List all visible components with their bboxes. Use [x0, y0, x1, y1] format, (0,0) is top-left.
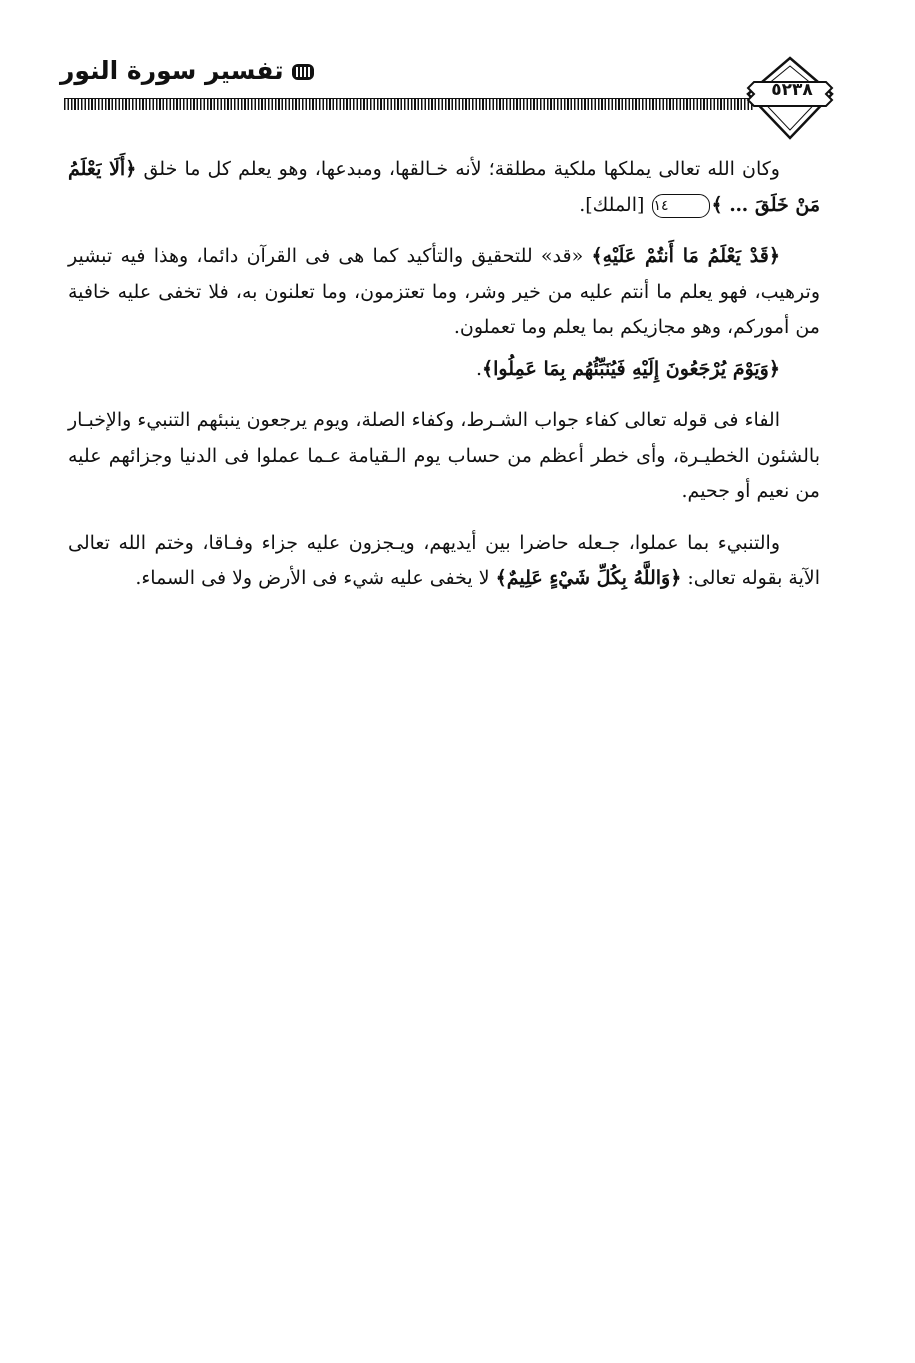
surah-reference: [الملك]. — [579, 193, 651, 216]
paragraph-4 — [68, 403, 820, 510]
paragraph-text: الفاء فى قوله تعالى كفاء جواب الشـرط، وكفاء الصلة، ويوم يرجعون ينبئهم التنبيء والإخبـار بالشئون الخطيـرة، وأى خطر أعظم من حساب يوم الـقيامة عـما عملوا فى الدنيا وجزائهم عليه من نعيم أو جحيم. — [68, 409, 820, 502]
chapter-title: تفسير سورة النور — [60, 56, 284, 85]
paragraph-text: والتنبيء بما عملوا، جـعله حاضرا بين أيديهم، ويـجزون عليه جزاء وفـاقا، وختم الله تعالى الآية بقوله تعالى: — [68, 531, 820, 589]
paragraph-3 — [68, 352, 820, 388]
quran-verse: ﴿وَاللَّهُ بِكُلِّ شَيْءٍ عَلِيمٌ﴾ — [495, 567, 682, 589]
quran-verse: ﴿وَيَوْمَ يُرْجَعُونَ إِلَيْهِ فَيُنَبِّئُهُم بِمَا عَمِلُوا﴾ — [481, 357, 780, 380]
ayah-number: ١٤ — [652, 194, 709, 218]
page-body — [68, 152, 820, 613]
paragraph-2 — [68, 239, 820, 346]
paragraph-1 — [68, 152, 820, 223]
page-number: ٥٢٣٨ — [771, 80, 813, 100]
header-rule — [64, 98, 754, 110]
paragraph-text: وكان الله تعالى يملكها ملكية مطلقة؛ لأنه خـالقها، ومبدعها، وهو يعلم كل ما خلق — [136, 158, 780, 180]
paragraph-text: . — [475, 357, 482, 380]
quran-verse: ﴿قَدْ يَعْلَمُ مَا أَنتُمْ عَلَيْهِ﴾ — [591, 245, 780, 267]
paragraph-text: لا يخفى عليه شيء فى الأرض ولا فى السماء. — [135, 567, 496, 589]
floral-ornament-icon — [290, 60, 316, 84]
paragraph-5 — [68, 526, 820, 597]
quran-verse: ﴿أَلَا يَعْلَمُ مَنْ خَلَقَ … ﴾ — [68, 158, 820, 216]
paragraph-text: «قد» للتحقيق والتأكيد كما هى فى القرآن دائما، وهذا فيه تبشير وترهيب، فهو يعلم ما أنتم عليه من خير وشر، وما تعتزمون، وما تعلنون به، فلا تخفى عليه خافية من أموركم، وهو مجازيكم بما يعلم وما تعملون. — [68, 245, 820, 338]
